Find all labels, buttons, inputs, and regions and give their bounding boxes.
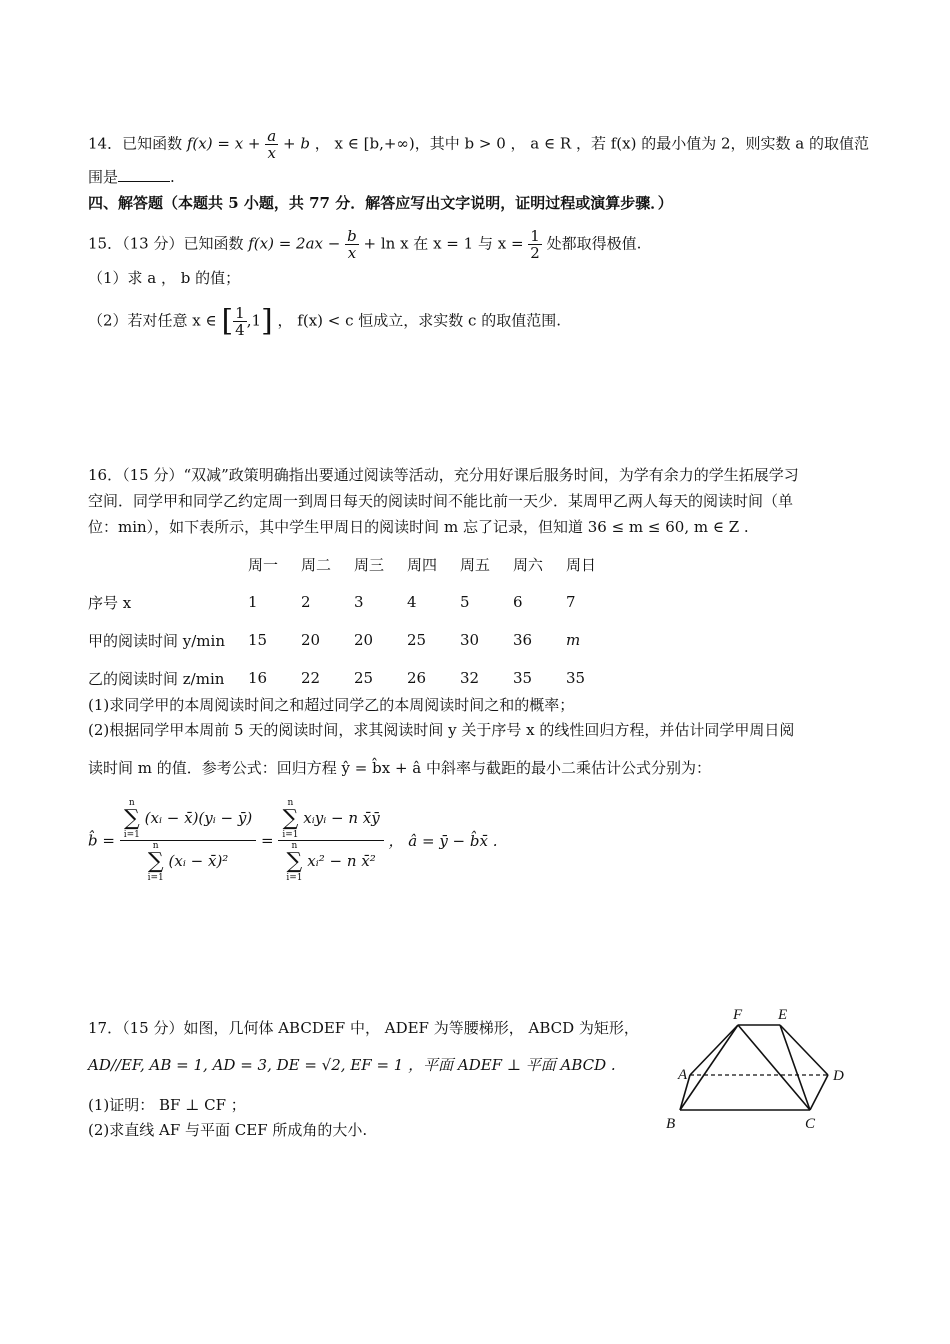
formula-frac-1	[120, 798, 256, 883]
edge-BF	[680, 1025, 738, 1110]
formula-num-1-text: (xᵢ − x̄)(yᵢ − ȳ)	[144, 809, 253, 827]
row-label: 乙的阅读时间 z/min	[88, 669, 225, 688]
table-cell: 36	[513, 631, 533, 649]
right-bracket: ]	[261, 303, 273, 339]
q15-frac-half-num: 1	[530, 227, 540, 245]
reading-time-table	[88, 545, 619, 697]
q15-frac-b-num: b	[347, 227, 357, 245]
geometry-figure	[660, 1005, 860, 1135]
table-cell: 6	[513, 593, 523, 611]
table-cell: 2	[301, 593, 311, 611]
left-bracket: [	[221, 303, 234, 339]
formula-frac-2	[278, 798, 383, 883]
formula-equals: =	[260, 831, 274, 850]
edge-AF	[690, 1025, 738, 1075]
formula-num-1	[120, 798, 256, 841]
table-row	[88, 583, 619, 621]
q15-part1: （1）求 a ， b 的值；	[88, 269, 241, 287]
q15-part2-text: ， f(x) < c 恒成立，求实数 c 的取值范围.	[277, 311, 561, 330]
table-cell: 7	[566, 593, 576, 611]
q14-func-rhs: + b	[283, 134, 310, 153]
row-label: 序号 x	[88, 593, 132, 612]
sum-symbol: n ∑ i=1	[286, 841, 303, 883]
table-header-row	[88, 545, 619, 583]
q15-intro: 15．（13 分）已知函数	[88, 234, 244, 253]
q15-frac-b-den: x	[347, 244, 357, 262]
edge-ED	[780, 1025, 828, 1075]
table-cell: 22	[301, 669, 321, 687]
q15-line1-end: 处都取得极值.	[546, 234, 642, 253]
table-header: 周四	[407, 555, 438, 574]
table-cell: 4	[407, 593, 417, 611]
q14-period: .	[170, 168, 175, 186]
table-header: 周三	[354, 555, 385, 574]
q14-line2	[88, 167, 175, 187]
label-C: C	[805, 1116, 816, 1132]
q15-interval-frac	[233, 305, 247, 338]
q17-line1: 17．（15 分）如图，几何体 ABCDEF 中， ADEF 为等腰梯形， ABCD 为矩形，	[88, 1019, 639, 1037]
table-cell: 20	[354, 631, 374, 649]
q16-part2-line2: 读时间 m 的值．参考公式：回归方程 ŷ = b̂x + â 中斜率与截距的最小二乘估计公式分别为：	[88, 759, 711, 777]
label-B: B	[666, 1116, 676, 1132]
formula-num-2-text: xᵢyᵢ − n x̄ȳ	[303, 809, 380, 827]
q16-part2-line1: (2)根据同学甲本周前 5 天的阅读时间，求其阅读时间 y 关于序号 x 的线性回归方程，并估计同学甲周日阅	[88, 721, 795, 739]
table-cell: 25	[354, 669, 374, 687]
formula-num-2	[278, 798, 383, 841]
table-cell: 35	[513, 669, 533, 687]
q15-frac-half	[528, 228, 542, 261]
q15-func: f(x) = 2ax −	[248, 234, 341, 253]
label-D: D	[833, 1068, 844, 1084]
table-header: 周二	[301, 555, 332, 574]
q15-line1	[88, 228, 641, 261]
q16-line2: 空间．同学甲和同学乙约定周一到周日每天的阅读时间不能比前一天少．某周甲乙两人每天的阅读时间（单	[88, 492, 794, 510]
table-cell: 3	[354, 593, 364, 611]
q17-part1: (1)证明： BF ⊥ CF ；	[88, 1096, 246, 1114]
q15-part2	[88, 305, 561, 338]
q15-func-tail: + ln x 在 x = 1 与 x =	[363, 234, 524, 253]
q17-part2: (2)求直线 AF 与平面 CEF 所成角的大小.	[88, 1121, 368, 1139]
table-cell: 30	[460, 631, 480, 649]
table-cell: m	[566, 631, 581, 649]
q16-line3: 位：min），如下表所示，其中学生甲周日的阅读时间 m 忘了记录，但知道 36 ≤ m ≤ 60, m ∈ Z .	[88, 518, 749, 536]
q14-frac-num: a	[267, 127, 277, 145]
section-heading: 四、解答题（本题共 5 小题，共 77 分．解答应写出文字说明，证明过程或演算步骤．）	[88, 194, 673, 212]
table-row	[88, 659, 619, 697]
table-cell: 25	[407, 631, 427, 649]
table-cell: 32	[460, 669, 480, 687]
row-label: 甲的阅读时间 y/min	[88, 631, 225, 650]
q14-fraction	[265, 128, 278, 161]
q15-frac-half-den: 2	[530, 244, 540, 262]
q16-line1: 16．（15 分）“双减”政策明确指出要通过阅读等活动，充分用好课后服务时间，为学有余力的学生拓展学习	[88, 466, 799, 484]
table-cell: 5	[460, 593, 470, 611]
formula-den-2-text: xᵢ² − n x̄²	[307, 852, 376, 870]
ahat-formula: ， â = ȳ − b̂x̄ .	[388, 832, 498, 850]
table-header: 周一	[248, 555, 279, 574]
table-cell: 20	[301, 631, 321, 649]
bhat-symbol: b̂ =	[88, 831, 115, 850]
q14-intro: 14．已知函数	[88, 134, 183, 153]
sum-symbol: n ∑ i=1	[282, 798, 299, 840]
label-F: F	[733, 1007, 743, 1023]
table-header: 周五	[460, 555, 491, 574]
label-A: A	[678, 1067, 688, 1083]
table-cell: 26	[407, 669, 427, 687]
table-cell: 16	[248, 669, 268, 687]
q16-part1: (1)求同学甲的本周阅读时间之和超过同学乙的本周阅读时间之和的概率；	[88, 696, 575, 714]
regression-formula	[88, 798, 498, 883]
table-cell: 1	[248, 593, 258, 611]
edge-DC	[810, 1075, 828, 1110]
label-E: E	[778, 1007, 788, 1023]
table-cell: 35	[566, 669, 586, 687]
edge-FC	[738, 1025, 810, 1110]
q15-interval-tail: ,1	[246, 311, 262, 330]
table-header: 周日	[566, 555, 597, 574]
formula-den-1	[120, 841, 256, 883]
sum-symbol: n ∑ i=1	[147, 841, 164, 883]
sum-symbol: n ∑ i=1	[123, 798, 140, 840]
edge-EC	[780, 1025, 810, 1110]
q15-part2-intro: （2）若对任意 x ∈	[88, 311, 217, 330]
formula-den-1-text: (xᵢ − x̄)²	[168, 852, 229, 870]
q14-answer-blank	[118, 167, 170, 182]
table-corner	[88, 545, 248, 583]
table-cell: 15	[248, 631, 268, 649]
q14-domain: ， x ∈ [b,+∞)，其中 b > 0 ， a ∈ R ，若 f(x) 的最小值为 2，则实数 a 的取值范	[314, 134, 869, 153]
q14-func-lhs: f(x) = x +	[186, 134, 261, 153]
q14-frac-den: x	[267, 144, 276, 162]
table-row	[88, 621, 619, 659]
table-header: 周六	[513, 555, 544, 574]
q15-frac-b	[345, 228, 359, 261]
q15-interval-den: 4	[235, 321, 245, 339]
q15-interval-num: 1	[235, 304, 245, 322]
q17-line2: AD//EF, AB = 1, AD = 3, DE = √2, EF = 1 ，平面 ADEF ⊥ 平面 ABCD .	[88, 1056, 616, 1074]
q14-answer-label: 围是	[88, 168, 119, 186]
q14-line1	[88, 128, 869, 161]
formula-den-2	[278, 841, 383, 883]
